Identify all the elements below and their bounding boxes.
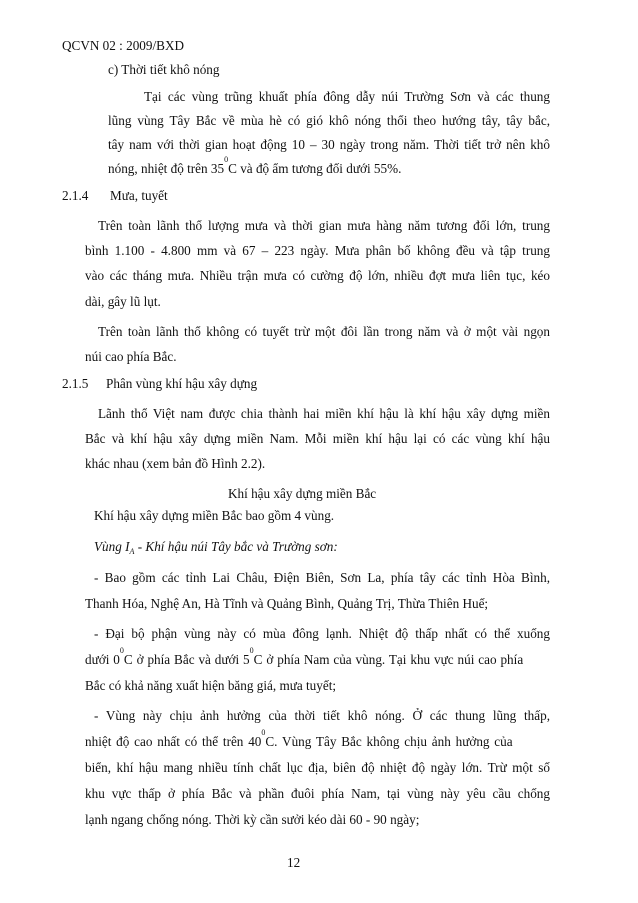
text-run: C. Vùng Tây Bắc không chịu ảnh hưởng của: [265, 734, 513, 749]
superscript: 0: [119, 646, 124, 655]
paragraph-line: [108, 155, 402, 177]
section-number: 2.1.5: [62, 376, 89, 391]
superscript: 0: [261, 728, 266, 737]
subsection-heading: Khí hậu xây dựng miền Bắc: [228, 486, 377, 501]
text-run: C ở phía Bắc và dưới 5: [123, 652, 250, 667]
bullet-line: Bắc có khả năng xuất hiện băng giá, mưa tuyết;: [85, 678, 337, 693]
text-run: dưới 0: [85, 652, 120, 667]
paragraph-line: Trên toàn lãnh thổ lượng mưa và thời gian mưa hàng năm tương đối lớn, trung: [98, 218, 550, 233]
page-number: 12: [287, 855, 301, 870]
section-title: Phân vùng khí hậu xây dựng: [106, 376, 258, 391]
paragraph-line: dài, gây lũ lụt.: [85, 294, 161, 309]
bullet-line: - Vùng này chịu ảnh hưởng của thời tiết khô nóng. Ở các thung lũng thấp,: [94, 708, 550, 723]
section-number: 2.1.4: [62, 188, 89, 203]
text-run: C ở phía Nam của vùng. Tại khu vực núi cao phía: [253, 652, 524, 667]
paragraph-line: vào các tháng mưa. Nhiều trận mưa có cường độ lớn, nhiều đợt mưa liên tục, kéo: [85, 268, 550, 283]
bullet-line: - Đại bộ phận vùng này có mùa đông lạnh. Nhiệt độ thấp nhất có thể xuống: [94, 626, 550, 641]
bullet-line: biển, khí hậu mang nhiều tính chất lục địa, biên độ nhiệt độ ngày lớn. Trừ một số: [85, 760, 550, 775]
bullet-line: lạnh ngang chống nóng. Thời kỳ cần sưởi kéo dài 60 - 90 ngày;: [85, 812, 420, 827]
bullet-line: khu vực thấp ở phía Bắc và phần đuôi phía Nam, tại vùng này yêu cầu chống: [85, 786, 550, 801]
paragraph-line: Tại các vùng trũng khuất phía đông dẫy núi Trường Sơn và các thung: [144, 89, 550, 104]
paragraph-line: bình 1.100 - 4.800 mm và 67 – 223 ngày. Mưa phân bố không đều và tập trung: [85, 243, 550, 258]
paragraph-line: Bắc và khí hậu xây dựng miền Nam. Mỗi miền khí hậu lại có các vùng khí hậu: [85, 431, 550, 446]
text-run: nóng, nhiệt độ trên 35: [108, 161, 225, 176]
paragraph-line: Khí hậu xây dựng miền Bắc bao gồm 4 vùng.: [94, 508, 335, 523]
bullet-line: - Bao gồm các tỉnh Lai Châu, Điện Biên, Sơn La, phía tây các tỉnh Hòa Bình,: [94, 570, 550, 585]
paragraph-line: Trên toàn lãnh thổ không có tuyết trừ một đôi lần trong năm và ở một vài ngọn: [98, 324, 550, 339]
paragraph-line: khác nhau (xem bản đồ Hình 2.2).: [85, 456, 266, 471]
bullet-line: [85, 728, 550, 750]
subscript: A: [129, 547, 135, 556]
zone-heading: [94, 539, 338, 555]
bullet-line: [85, 646, 550, 668]
paragraph-line: tây nam với thời gian hoạt động 10 – 30 ngày trong năm. Thời tiết trở nên khô: [108, 137, 550, 152]
text-run: nhiệt độ cao nhất có thể trên 40: [85, 734, 262, 749]
superscript: 0: [224, 155, 229, 164]
paragraph-line: lũng vùng Tây Bắc về mùa hè có gió khô nóng thổi theo hướng tây, tây bắc,: [108, 113, 550, 128]
subsection-title-c: c) Thời tiết khô nóng: [108, 62, 220, 77]
paragraph-line: núi cao phía Bắc.: [85, 349, 177, 364]
text-run: - Khí hậu núi Tây bắc và Trường sơn:: [134, 539, 338, 554]
text-run: C và độ ẩm tương đối dưới 55%.: [228, 161, 402, 176]
text-run: Vùng I: [94, 539, 130, 554]
paragraph-line: Lãnh thổ Việt nam được chia thành hai miền khí hậu là khí hậu xây dựng miền: [98, 406, 550, 421]
document-code-header: QCVN 02 : 2009/BXD: [62, 38, 184, 53]
section-title: Mưa, tuyết: [110, 188, 168, 203]
bullet-line: Thanh Hóa, Nghệ An, Hà Tĩnh và Quảng Bình, Quảng Trị, Thừa Thiên Huế;: [85, 596, 489, 611]
superscript: 0: [249, 646, 254, 655]
